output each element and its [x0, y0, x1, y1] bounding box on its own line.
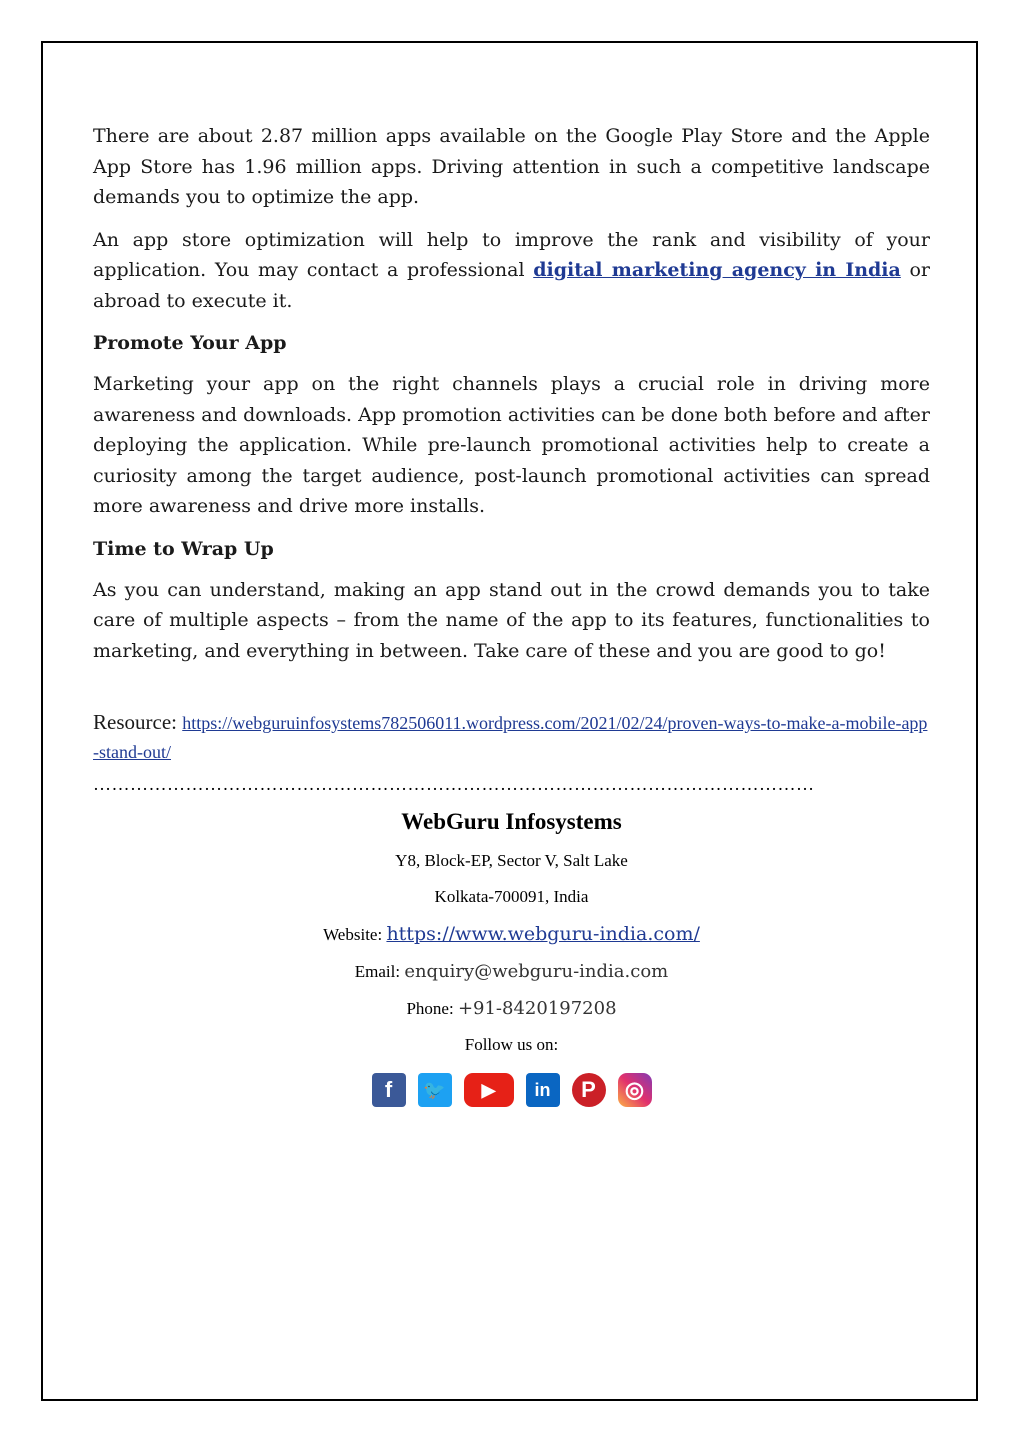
pinterest-icon[interactable]: P: [572, 1073, 606, 1107]
facebook-icon[interactable]: f: [372, 1073, 406, 1107]
paragraph-promote: Marketing your app on the right channels plays a crucial role in driving more awareness and downloads. App promotion activities can be done both before and after deploying the application. While pre-launch promotional activities help to create a curiosity among the target audience, post-launch promotional activities can spread more awareness and drive more installs.: [93, 373, 930, 517]
follow-us-label: Follow us on:: [464, 1035, 559, 1054]
paragraph-aso-tail: or abroad to execute it.: [93, 259, 931, 312]
paragraph-intro: There are about 2.87 million apps available on the Google Play Store and the Apple App Store has 1.96 million apps. Driving attention in such a competitive landscape demands you to optimize the app.: [93, 125, 930, 208]
digital-marketing-link[interactable]: digital marketing agency in India: [533, 259, 901, 281]
phone-line: [93, 998, 930, 1019]
heading-promote: Promote Your App: [93, 332, 287, 354]
paragraph-wrap-up: As you can understand, making an app stand out in the crowd demands you to take care of multiple aspects – from the name of the app to its features, functionalities to marketing, and everything in between. Take care of these and you are good to go!: [93, 578, 930, 662]
company-name: WebGuru Infosystems: [401, 809, 622, 834]
website-link[interactable]: https://www.webguru-india.com/: [386, 923, 700, 945]
paragraph-aso-text: An app store optimization will help to improve the rank and visibility of your application. You may contact a professional: [93, 228, 930, 281]
phone-label: Phone:: [406, 999, 458, 1018]
address-line-1: Y8, Block-EP, Sector V, Salt Lake: [395, 851, 628, 870]
linkedin-icon[interactable]: in: [526, 1073, 560, 1107]
resource-link[interactable]: https://webguruinfosystems782506011.wordpress.com/2021/02/24/proven-ways-to-make-a-mobile-app-stand-out/: [93, 713, 928, 762]
dotted-separator: ………………………………………………………………………………………………………: [93, 774, 815, 794]
company-footer: [93, 809, 930, 1107]
website-line: [93, 923, 930, 945]
heading-wrap-up: Time to Wrap Up: [93, 537, 274, 560]
resource-line: [93, 708, 930, 766]
email-line: [93, 961, 930, 982]
paragraph-aso: [93, 225, 930, 317]
email-label: Email:: [354, 962, 405, 981]
phone-value: +91-8420197208: [457, 998, 617, 1019]
social-icons: [93, 1073, 930, 1107]
instagram-icon[interactable]: ◎: [618, 1073, 652, 1107]
resource-label: Resource:: [93, 710, 183, 734]
youtube-icon[interactable]: ▶: [464, 1073, 514, 1107]
twitter-icon[interactable]: 🐦: [418, 1073, 452, 1107]
document-body: [93, 121, 930, 1107]
website-label: Website:: [323, 925, 387, 944]
email-value: enquiry@webguru-india.com: [404, 961, 669, 982]
address-line-2: Kolkata-700091, India: [434, 887, 589, 906]
